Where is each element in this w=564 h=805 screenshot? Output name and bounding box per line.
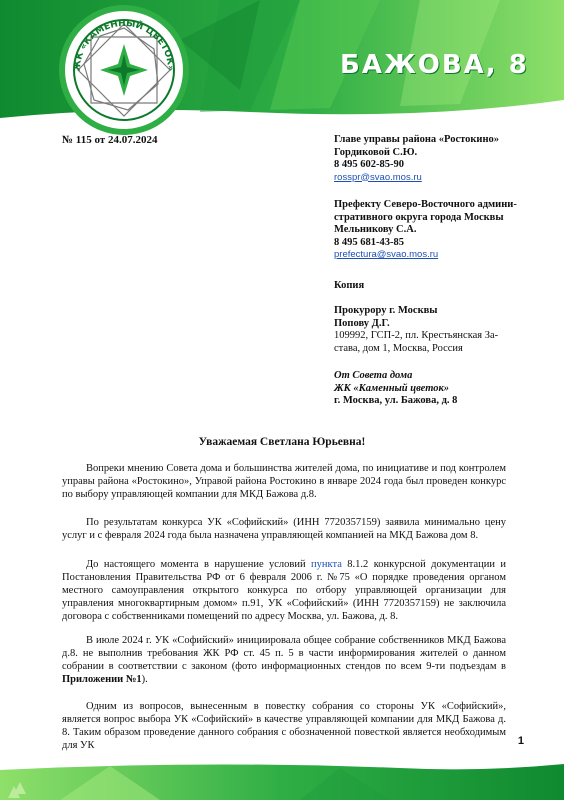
paragraph-4-text-b: ).: [141, 674, 148, 685]
recipient-2-title-line2: стративного округа города Москвы: [334, 211, 504, 223]
paragraph-2: По результатам конкурса УК «Софийский» (ИНН 7720357159) заявила минимально цену услуг и с февраля 2024 года была назначена управляющей компанией на МКД Бажова дом 8.: [62, 517, 506, 541]
paragraph-4-text-a: В июле 2024 г. УК «Софийский» инициировала общее собрание собственников МКД Бажова д.8. не выполнив требования ЖК РФ ст. 45 п. 5 в части информирования жителей о данном собрании в соответствии с законом (фото информационных стендов по всем 9-ти подъездам в: [62, 635, 506, 672]
paragraph-1: Вопреки мнению Совета дома и большинства жителей дома, по инициативе и под контролем управы района «Ростокино», Управой района Ростокино в январе 2024 года был проведен конкурс по выбору управляющей компании для МКД Бажова д.8.: [62, 463, 506, 500]
paragraph-3-text-b: 8.1.2 конкурсной документации и Постановления Правительства РФ от 6 февраля 2006 г. №75 «О порядке проведения органом местного самоуправления открытого конкурса по отбору управляющей организации для управления многоквартирным домом» п.91, УК «Софийский» (ИНН 7720357159) не заключила договора с собственниками помещений по адресу Москва, ул. Бажова, д. 8.: [62, 559, 506, 622]
recipient-1-email-link[interactable]: rosspr@svao.mos.ru: [334, 171, 422, 183]
paragraph-4-bold: Приложении №1: [62, 674, 142, 685]
recipient-3-title: Прокурору г. Москвы: [334, 305, 438, 316]
greeting: Уважаемая Светлана Юрьевна!: [198, 436, 366, 448]
paragraph-3: [62, 558, 506, 623]
recipient-2-title-line1: Префекту Северо-Восточного админи-: [334, 199, 517, 210]
sender-line-1: От Совета дома: [334, 370, 413, 381]
brand-title: БАЖОВА, 8: [340, 50, 529, 80]
recipient-3-name: Попову Д.Г.: [334, 317, 390, 329]
recipient-block-1: [334, 134, 544, 184]
paragraph-3-link[interactable]: пункта: [311, 559, 342, 570]
recipient-2-email-link[interactable]: prefectura@svao.mos.ru: [334, 249, 439, 260]
paragraph-4: [62, 634, 506, 686]
recipient-2-name: Мельникову С.А.: [334, 224, 417, 235]
page-number: 1: [517, 735, 524, 747]
sender-block: [334, 370, 544, 408]
company-logo: [58, 4, 190, 136]
recipient-block-2: [334, 199, 544, 262]
copy-label-block: [334, 280, 544, 293]
footer-banner: [0, 760, 564, 800]
recipient-1-title: Главе управы района «Ростокино»: [334, 134, 500, 145]
sender-address: г. Москва, ул. Бажова, д. 8: [334, 395, 458, 406]
recipient-1-name: Гордиковой С.Ю.: [334, 146, 418, 158]
paragraph-5: Одним из вопросов, вынесенным в повестку собрания со стороны УК «Софийский», является вопрос выбора УК «Софийский» в качестве управляющей компании для МКД Бажова д. 8. Таким образом проведение данного собрания с обозначенной повесткой является необходимым для УК: [62, 701, 506, 751]
recipient-block-3: [334, 305, 544, 355]
document-number: № 115 от 24.07.2024: [62, 134, 158, 146]
paragraph-3-text-a: До настоящего момента в нарушение условий: [86, 559, 312, 570]
recipient-3-address-line1: 109992, ГСП-2, пл. Крестьянская За-: [334, 330, 499, 341]
recipient-2-phone: 8 495 681-43-85: [334, 236, 404, 248]
sender-line-2: ЖК «Каменный цветок»: [334, 382, 450, 394]
recipient-1-phone: 8 495 602-85-90: [334, 159, 404, 170]
recipient-3-address-line2: става, дом 1, Москва, Россия: [334, 342, 463, 354]
logo-text: ЖК «КАМЕННЫЙ ЦВЕТОК»: [72, 18, 176, 72]
copy-label: Копия: [334, 280, 365, 291]
